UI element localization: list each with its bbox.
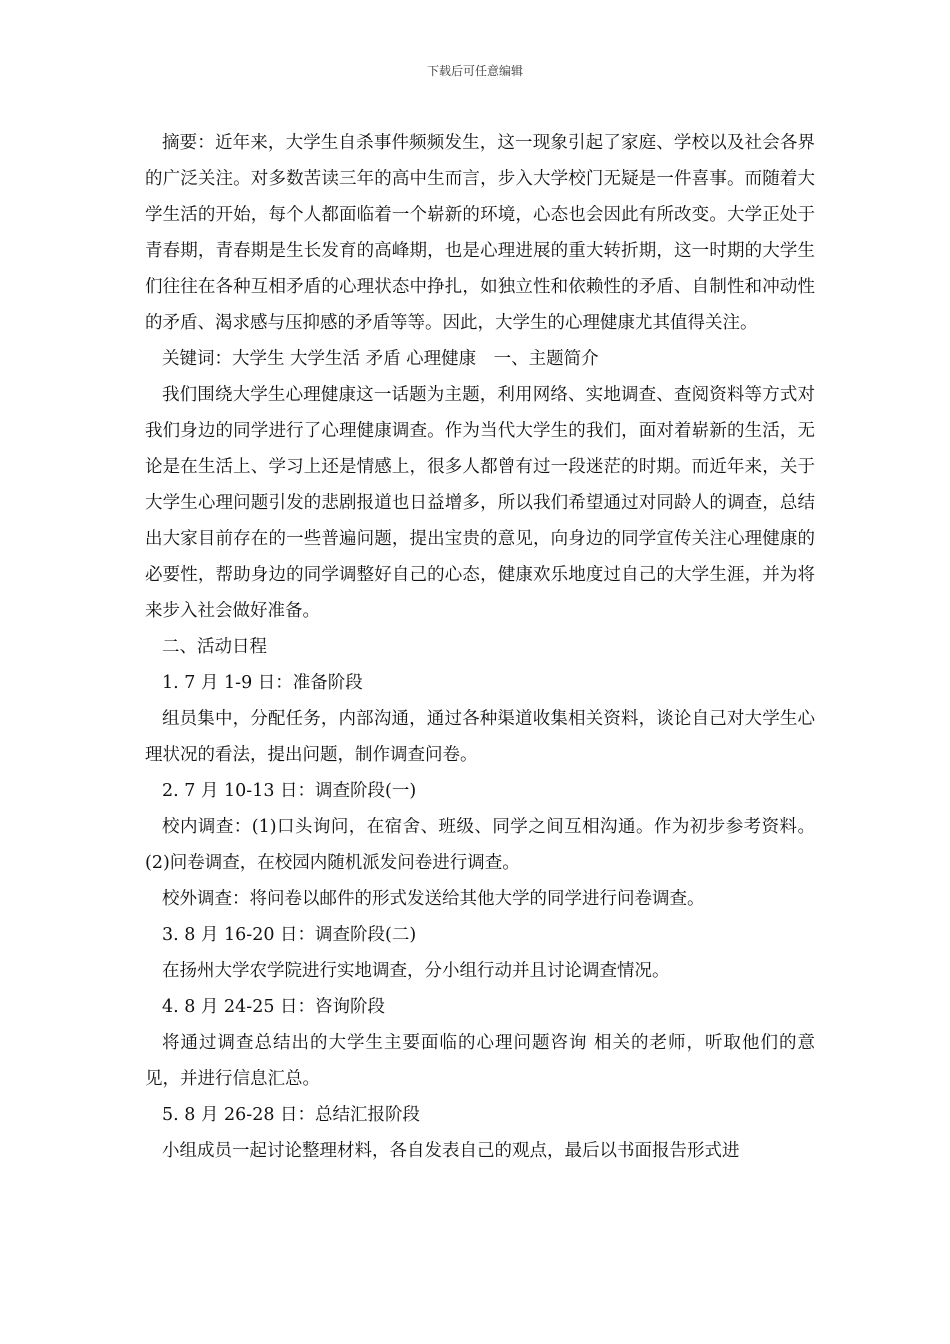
page-header: 下载后可任意编辑 (426, 64, 523, 78)
schedule-item-5: 5. 8 月 26-28 日：总结汇报阶段 (162, 1105, 421, 1125)
schedule-item-2-desc-campus: 校内调查：(1)口头询问，在宿舍、班级、同学之间互相沟通。作为初步参考资料。(2)问卷调查，在校园内随机派发问卷进行调查。 (145, 817, 815, 873)
schedule-item-1-desc: 组员集中，分配任务，内部沟通，通过各种渠道收集相关资料，谈论自己对大学生心理状况的看法，提出问题，制作调查问卷。 (145, 709, 815, 765)
section-heading-schedule: 二、活动日程 (162, 637, 267, 657)
schedule-item-4: 4. 8 月 24-25 日：咨询阶段 (162, 997, 386, 1017)
schedule-item-2: 2. 7 月 10-13 日：调查阶段(一) (162, 781, 417, 801)
schedule-item-4-desc: 将通过调查总结出的大学生主要面临的心理问题咨询 相关的老师，听取他们的意见，并进行信息汇总。 (145, 1033, 815, 1089)
abstract-paragraph: 摘要：近年来，大学生自杀事件频频发生，这一现象引起了家庭、学校以及社会各界的广泛关注。对多数苦读三年的高中生而言，步入大学校门无疑是一件喜事。而随着大学生活的开始，每个人都面临着一个崭新的环境，心态也会因此有所改变。大学正处于青春期，青春期是生长发育的高峰期，也是心理进展的重大转折期，这一时期的大学生们往往在各种互相矛盾的心理状态中挣扎，如独立性和依赖性的矛盾、自制性和冲动性的矛盾、渴求感与压抑感的矛盾等等。因此，大学生的心理健康尤其值得关注。 (145, 133, 815, 333)
schedule-item-2-desc-offcampus: 校外调查：将问卷以邮件的形式发送给其他大学的同学进行问卷调查。 (162, 889, 705, 909)
schedule-item-3: 3. 8 月 16-20 日：调查阶段(二) (162, 925, 417, 945)
document-body (145, 125, 815, 1169)
intro-paragraph: 我们围绕大学生心理健康这一话题为主题，利用网络、实地调查、查阅资料等方式对我们身边的同学进行了心理健康调查。作为当代大学生的我们，面对着崭新的生活，无论是在生活上、学习上还是情感上，很多人都曾有过一段迷茫的时期。而近年来，关于大学生心理问题引发的悲剧报道也日益增多，所以我们希望通过对同龄人的调查，总结出大家目前存在的一些普遍问题，提出宝贵的意见，向身边的同学宣传关注心理健康的必要性，帮助身边的同学调整好自己的心态，健康欢乐地度过自己的大学生涯，并为将来步入社会做好准备。 (145, 385, 815, 621)
schedule-item-5-desc: 小组成员一起讨论整理材料，各自发表自己的观点，最后以书面报告形式进 (162, 1141, 740, 1161)
schedule-item-1: 1. 7 月 1-9 日：准备阶段 (162, 673, 363, 693)
keywords-line: 关键词：大学生 大学生活 矛盾 心理健康 一、主题简介 (162, 349, 599, 369)
schedule-item-3-desc: 在扬州大学农学院进行实地调查，分小组行动并且讨论调查情况。 (162, 961, 670, 981)
